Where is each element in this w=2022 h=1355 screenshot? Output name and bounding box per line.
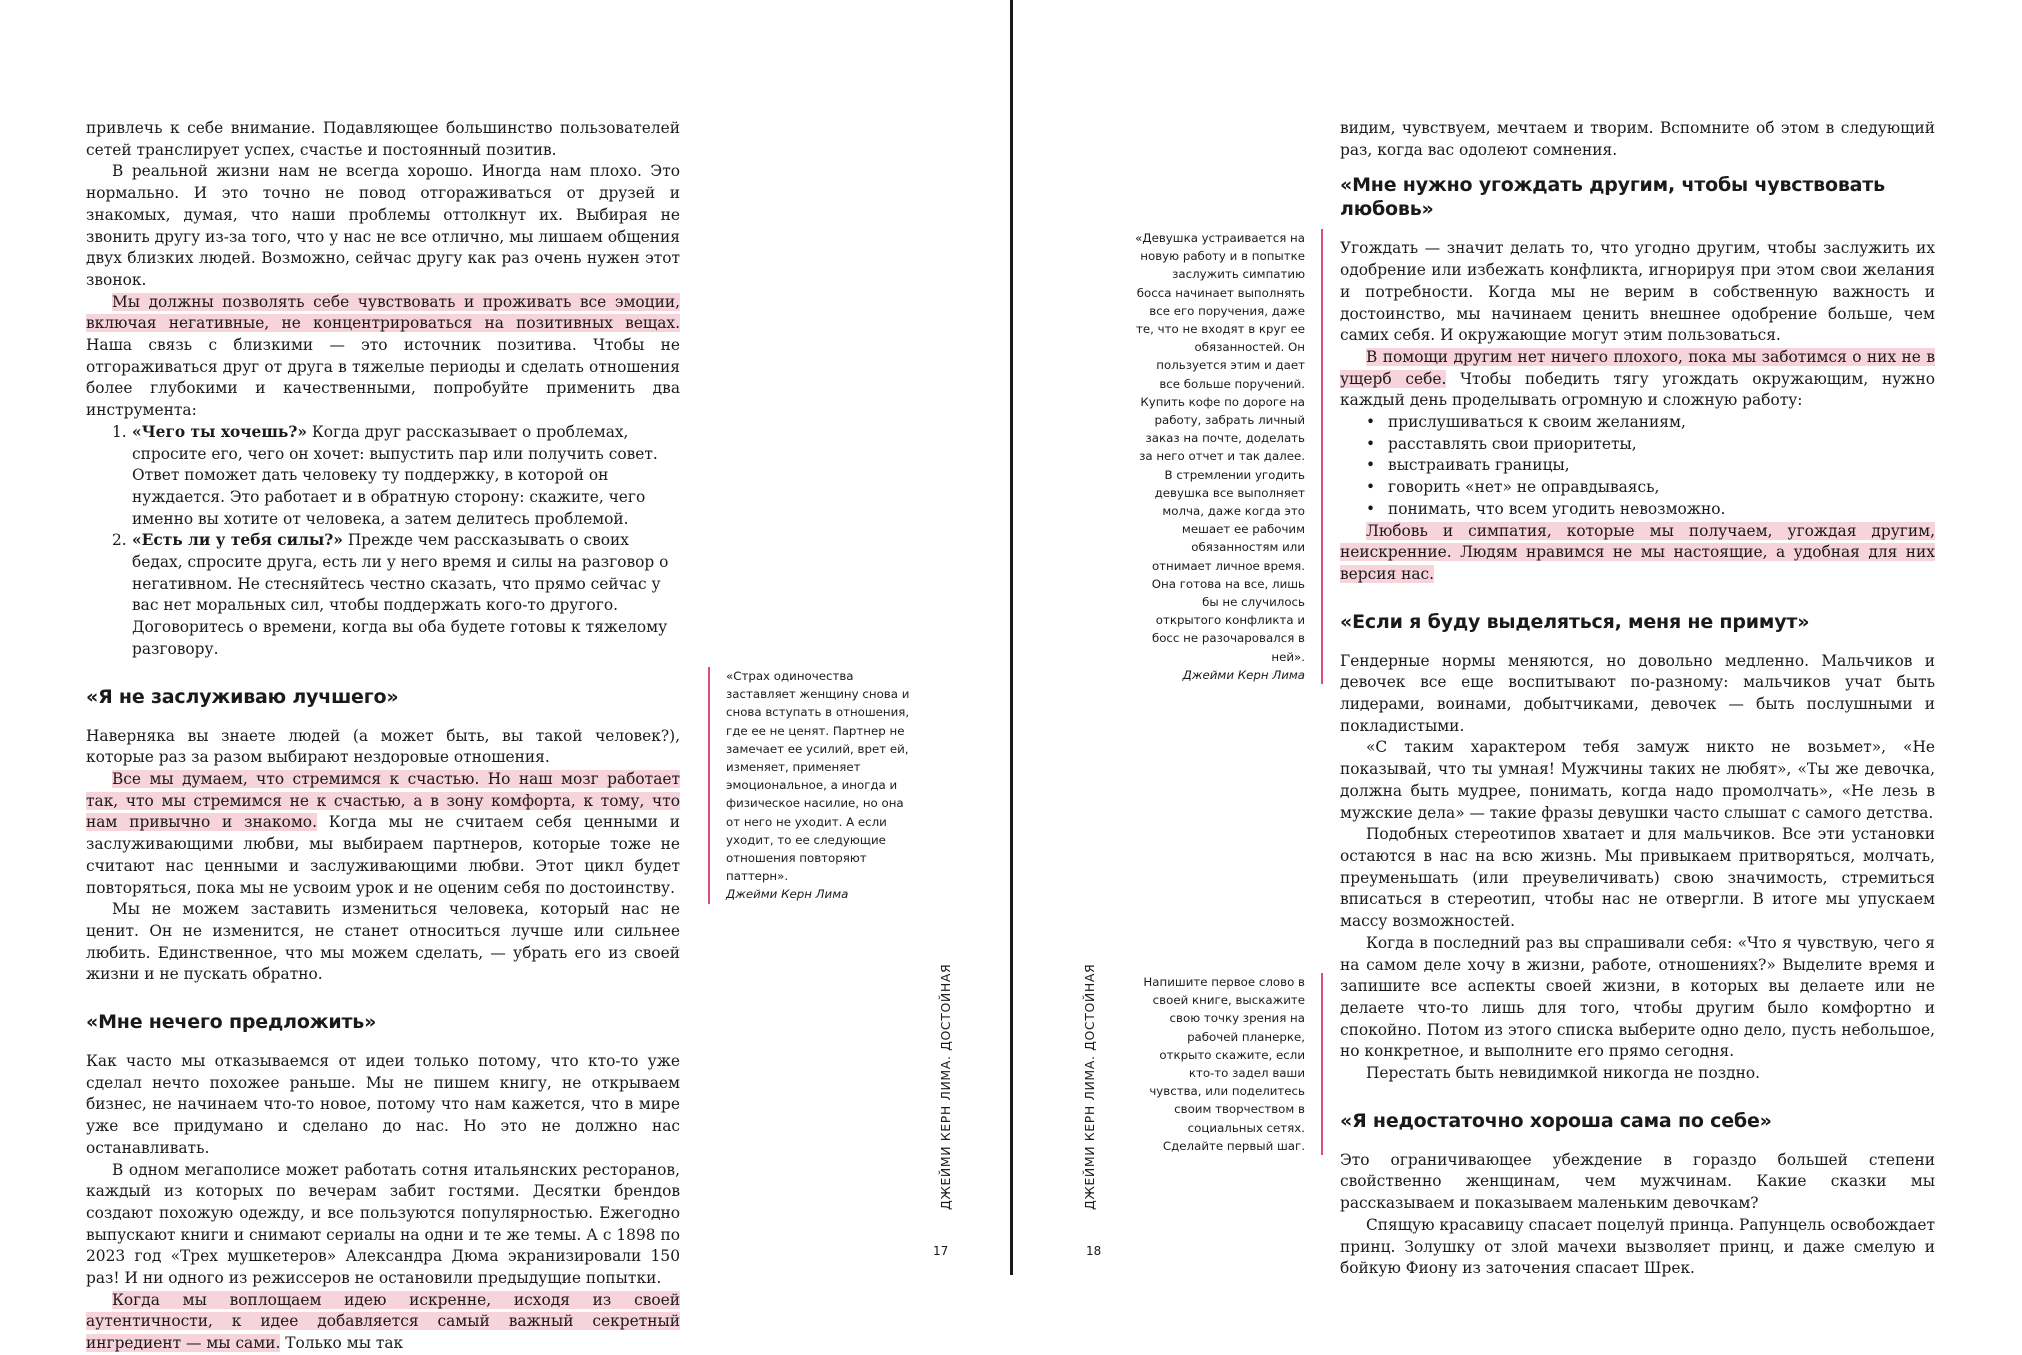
paragraph: «С таким характером тебя замуж никто не возьмет», «Не показывай, что ты умная! Мужчины таких не любят», «Ты же девочка, должна быть мудрее, понимать, когда надо промолчать», «Не лезь в мужские дела» — такие фразы девушки часто слышат с самого детства.	[1340, 738, 1935, 822]
section-heading: «Я недостаточно хороша сама по себе»	[1340, 1109, 1772, 1132]
list-item	[1366, 412, 1935, 434]
list-item	[1366, 499, 1935, 521]
list-item-text: говорить «нет» не оправдываясь,	[1388, 478, 1660, 497]
list-item-text: выстраивать границы,	[1388, 456, 1570, 475]
running-title: ДЖЕЙМИ КЕРН ЛИМА. ДОСТОЙНАЯ	[1082, 963, 1097, 1210]
right-page-text-column	[1340, 118, 1935, 1280]
paragraph	[86, 769, 680, 899]
book-spine-divider	[1010, 0, 1013, 1275]
paragraph: Подобных стереотипов хватает и для мальчиков. Все эти установки остаются в нас на всю жизнь. Мы привыкаем притворяться, молчать, преуменьшать (или преувеличивать) свою значимость, стремиться вписаться в стереотип, чтобы нас не отвергли. В итоге мы упускаем массу возможностей.	[1340, 825, 1935, 931]
bullet-icon: •	[1366, 456, 1376, 475]
list-item-text: понимать, что всем угодить невозможно.	[1388, 499, 1726, 518]
tools-list	[86, 422, 680, 661]
list-item	[1366, 455, 1935, 477]
paragraph	[86, 292, 680, 422]
highlighted-text: В помощи другим нет ничего плохого, пока мы заботимся о них не в ущерб себе.	[1340, 347, 1935, 388]
paragraph: Гендерные нормы меняются, но довольно медленно. Мальчиков и девочек все еще воспитывают по-разному: мальчиков учат быть лидерами, воинами, добытчиками, девочек — быть послушными и покладистыми.	[1340, 651, 1935, 735]
highlighted-text: Любовь и симпатия, которые мы получаем, угождая другим, неискренние. Людям нравимся не мы настоящие, а удобная для них версия нас.	[1340, 521, 1935, 583]
paragraph-text: Наша связь с близкими — это источник позитива. Чтобы не отгораживаться друг от друга в тяжелые периоды и сделать отношения более глубокими и качественными, попробуйте применить два инструмента:	[86, 336, 680, 420]
quote-author: Джейми Керн Лима	[726, 887, 849, 902]
note-text: Напишите первое слово в своей книге, выскажите свою точку зрения на рабочей планерке, открыто скажите, если кто-то задел ваши чувства, или поделитесь своим творчеством в социальных сетях. Сделайте первый шаг.	[1143, 975, 1305, 1153]
paragraph-text: Только мы так	[280, 1334, 404, 1353]
list-item-title: «Есть ли у тебя силы?»	[132, 531, 343, 550]
bullet-icon: •	[1366, 413, 1376, 432]
side-quote	[1135, 229, 1323, 684]
bullet-icon: •	[1366, 478, 1376, 497]
bullet-list	[1340, 412, 1935, 521]
paragraph: В одном мегаполисе может работать сотня итальянских ресторанов, каждый из которых по вечерам забит гостями. Десятки брендов создают похожую одежду, и все пользуются популярностью. Ежегодно выпускают книги и снимают сериалы на одни и те же темы. А с 1898 по 2023 год «Трех мушкетеров» Александра Дюма экранизировали 150 раз! И ни одного из режиссеров не остановили предыдущие попытки.	[86, 1160, 680, 1288]
list-number: 1.	[112, 422, 127, 441]
page-number: 17	[933, 1244, 949, 1258]
paragraph: Мы не можем заставить измениться человека, который нас не ценит. Он не изменится, не станет относиться лучше или сильнее любить. Единственное, что мы можем сделать, — убрать его из своей жизни и не пускать обратно.	[86, 900, 680, 984]
paragraph	[1340, 521, 1935, 586]
paragraph: видим, чувствуем, мечтаем и творим. Вспомните об этом в следующий раз, когда вас одолеют сомнения.	[1340, 119, 1935, 159]
paragraph: Спящую красавицу спасает поцелуй принца. Рапунцель освобождает принц. Золушку от злой мачехи вызволяет принц, и даже смелую и бойкую Фиону из заточения спасает Шрек.	[1340, 1215, 1935, 1278]
highlighted-text: Все мы думаем, что стремимся к счастью. Но наш мозг работает так, что мы стремимся не к счастью, а в зону комфорта, к тому, что нам привычно и знакомо.	[86, 769, 680, 832]
section-heading: «Мне нужно угождать другим, чтобы чувствовать любовь»	[1340, 174, 1885, 221]
paragraph: Когда в последний раз вы спрашивали себя: «Что я чувствую, чего я на самом деле хочу в жизни, работе, отношениях?» Выделите время и запишите все аспекты своей жизни, в которых вы делаете или не делаете что-то лишь для того, чтобы другим было комфортно и спокойно. Потом из этого списка выберите одно дело, пусть небольшое, но конкретное, и выполните его прямо сегодня.	[1340, 933, 1935, 1061]
list-item-text: прислушиваться к своим желаниям,	[1388, 413, 1686, 432]
section-heading: «Мне нечего предложить»	[86, 1011, 377, 1034]
bullet-icon: •	[1366, 434, 1376, 453]
paragraph-text: Когда мы не считаем себя ценными и заслуживающими любви, мы выбираем партнеров, которые тоже не считают нас ценными и заслуживающими любви. Этот цикл будет повторяться, пока мы не усвоим урок и не оценим себя по достоинству.	[86, 813, 680, 897]
quote-text: «Страх одиночества заставляет женщину снова и снова вступать в отношения, где ее не ценят. Партнер не замечает ее усилий, врет ей, изменяет, применяет эмоциональное, а иногда и физическое насилие, но она от него не уходит. А если уходит, то ее следующие отношения повторяют паттерн».	[726, 669, 910, 884]
list-item	[106, 530, 680, 660]
side-note	[1135, 973, 1323, 1155]
list-item	[1366, 477, 1935, 499]
paragraph: Наверняка вы знаете людей (а может быть, вы такой человек?), которые раз за разом выбирают нездоровые отношения.	[86, 726, 680, 767]
list-item	[1366, 434, 1935, 456]
page-number: 18	[1086, 1244, 1102, 1258]
paragraph	[86, 1290, 680, 1355]
bullet-icon: •	[1366, 499, 1376, 518]
list-number: 2.	[112, 531, 127, 550]
quote-text: «Девушка устраивается на новую работу и в попытке заслужить симпатию босса начинает выполнять все его поручения, даже те, что не входят в круг ее обязанностей. Он пользуется этим и дает все больше поручений. Купить кофе по дороге на работу, забрать личный заказ на почте, доделать за него отчет и так далее. В стремлении угодить девушка все выполняет молча, даже когда это мешает ее рабочим обязанностям или отнимает личное время. Она готова на все, лишь бы не случилось открытого конфликта и босс не разочаровался в ней».	[1135, 231, 1305, 664]
list-item-text: Когда друг рассказывает о проблемах, спросите его, чего он хочет: выпустить пар или получить совет. Ответ поможет дать человеку ту поддержку, в которой он нуждается. Это работает и в обратную сторону: скажите, чего именно вы хотите от человека, а затем делитесь проблемой.	[132, 422, 658, 528]
paragraph: В реальной жизни нам не всегда хорошо. Иногда нам плохо. Это нормально. И это точно не повод отгораживаться от друзей и знакомых, думая, что наши проблемы оттолкнут их. Выбирая не звонить другу из-за того, что у нас не все отлично, мы лишаем общения двух близких людей. Возможно, сейчас другу как раз очень нужен этот звонок.	[86, 162, 680, 289]
list-item-text: Прежде чем рассказывать о своих бедах, спросите друга, есть ли у него время и силы на разговор о негативном. Не стесняйтесь честно сказать, что прямо сейчас у вас нет моральных сил, чтобы поддержать кого-то другого. Договоритесь о времени, когда вы оба будете готовы к тяжелому разговору.	[132, 531, 669, 658]
side-quote	[708, 667, 916, 904]
highlighted-text: Мы должны позволять себе чувствовать и проживать все эмоции, включая негативные, не концентрироваться на позитивных вещах.	[86, 292, 680, 333]
paragraph: Перестать быть невидимкой никогда не поздно.	[1366, 1064, 1760, 1083]
paragraph: Как часто мы отказываемся от идеи только потому, что кто-то уже сделал нечто похожее раньше. Мы не пишем книгу, не открываем бизнес, не начинаем что-то новое, потому что нам кажется, что в мире уже все придумано и сделано до нас. Но это не должно нас останавливать.	[86, 1052, 680, 1157]
running-title: ДЖЕЙМИ КЕРН ЛИМА. ДОСТОЙНАЯ	[938, 963, 953, 1210]
list-item-title: «Чего ты хочешь?»	[132, 422, 307, 441]
paragraph: Угождать — значит делать то, что угодно другим, чтобы заслужить их одобрение или избежать конфликта, игнорируя при этом свои желания и потребности. Когда мы не верим в собственную важность и достоинство, мы начинаем ценить внешнее одобрение больше, чем самих себя. И окружающие могут этим пользоваться.	[1340, 239, 1935, 345]
quote-author: Джейми Керн Лима	[1182, 667, 1305, 682]
left-page-text-column	[86, 118, 680, 1355]
paragraph	[1340, 347, 1935, 412]
paragraph: привлечь к себе внимание. Подавляющее большинство пользователей сетей транслирует успех, счастье и постоянный позитив.	[86, 119, 680, 159]
section-heading: «Если я буду выделяться, меня не примут»	[1340, 610, 1810, 633]
list-item-text: расставлять свои приоритеты,	[1388, 434, 1637, 453]
paragraph: Это ограничивающее убеждение в гораздо большей степени свойственно женщинам, чем мужчинам. Какие сказки мы рассказываем и показываем маленьким девочкам?	[1340, 1150, 1935, 1213]
paragraph-text: Чтобы победить тягу угождать окружающим, нужно каждый день проделывать огромную и сложную работу:	[1340, 369, 1935, 410]
highlighted-text: Когда мы воплощаем идею искренне, исходя из своей аутентичности, к идее добавляется самый важный секретный ингредиент — мы сами.	[86, 1290, 680, 1353]
section-heading: «Я не заслуживаю лучшего»	[86, 685, 399, 708]
list-item	[106, 422, 680, 531]
